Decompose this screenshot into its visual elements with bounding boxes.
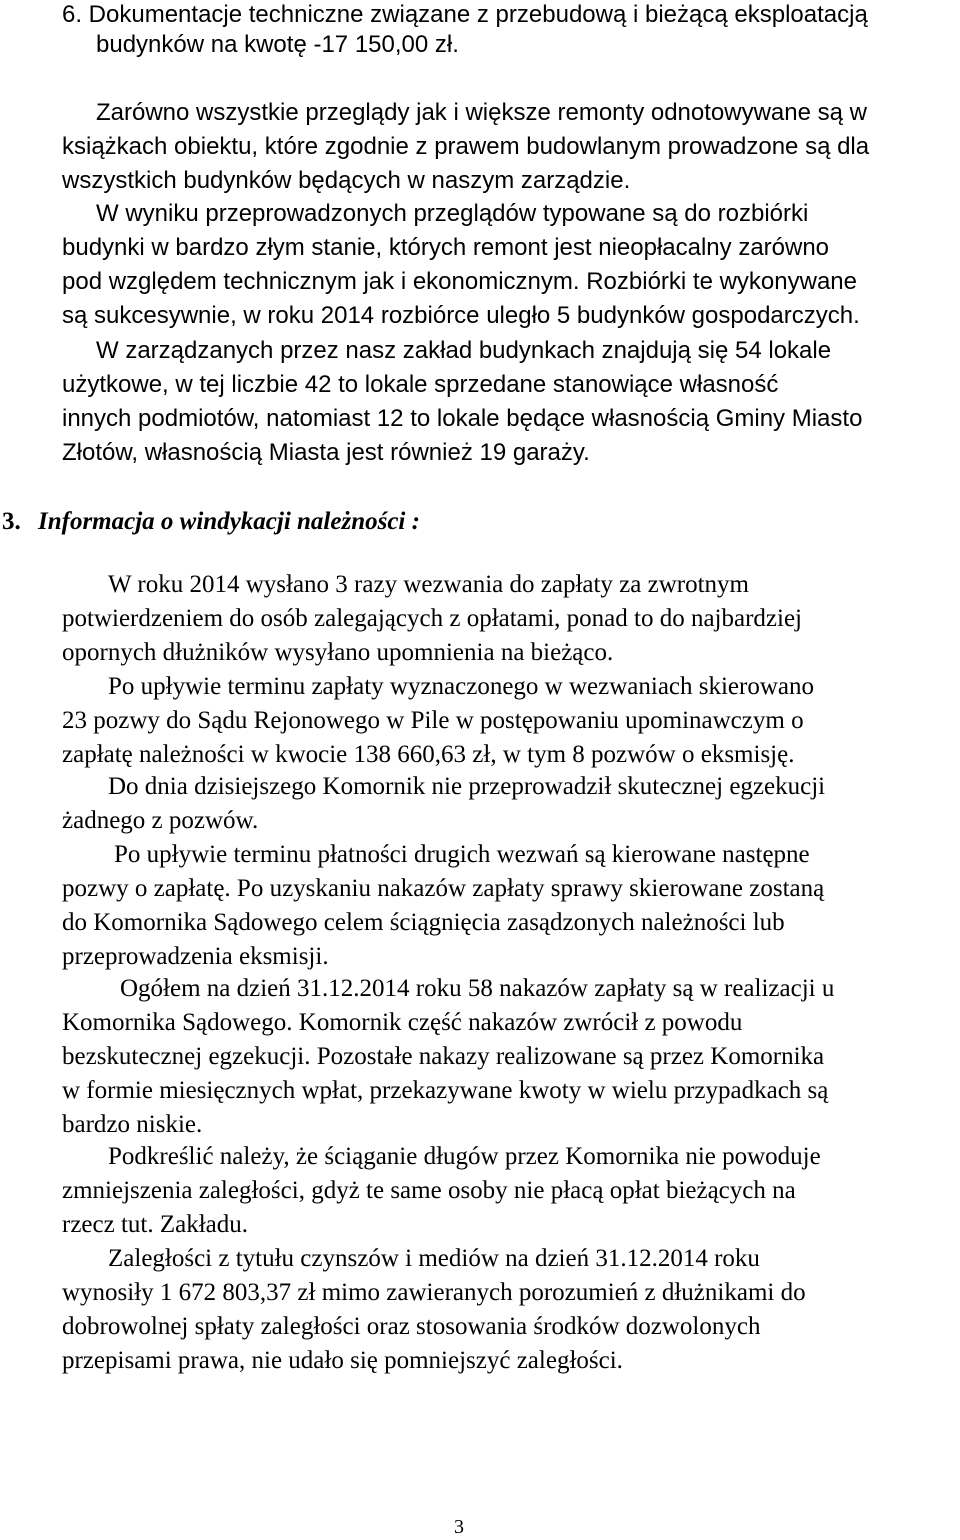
section-3-line: Po upływie terminu zapłaty wyznaczonego w wezwaniach skierowano: [108, 673, 815, 700]
section-3-line: pozwy o zapłatę. Po uzyskaniu nakazów zapłaty sprawy skierowane zostaną: [62, 875, 825, 902]
section-3-line: żadnego z pozwów.: [62, 807, 259, 834]
paragraph-1-line: budynki w bardzo złym stanie, których remont jest nieopłacalny zarówno: [62, 234, 830, 261]
section-3-number: 3.: [2, 508, 21, 535]
section-3-line: Podkreślić należy, że ściąganie długów przez Komornika nie powoduje: [108, 1143, 821, 1170]
section-3-line: bezskutecznej egzekucji. Pozostałe nakazy realizowane są przez Komornika: [62, 1043, 825, 1070]
paragraph-1-line: Złotów, własnością Miasta jest również 19 garaży.: [62, 439, 590, 466]
section-3-line: w formie miesięcznych wpłat, przekazywane kwoty w wielu przypadkach są: [62, 1077, 829, 1104]
section-3-line: Ogółem na dzień 31.12.2014 roku 58 nakazów zapłaty są w realizacji u: [120, 975, 835, 1002]
paragraph-1-line: użytkowe, w tej liczbie 42 to lokale sprzedane stanowiące własność: [62, 371, 779, 398]
paragraph-1-line: pod względem technicznym jak i ekonomicznym. Rozbiórki te wykonywane: [62, 268, 857, 295]
section-3-line: przeprowadzenia eksmisji.: [62, 943, 329, 970]
paragraph-1-line: książkach obiektu, które zgodnie z prawem budowlanym prowadzone są dla: [62, 133, 870, 160]
paragraph-1-line: W zarządzanych przez nasz zakład budynkach znajdują się 54 lokale: [96, 337, 832, 364]
paragraph-1-line: są sukcesywnie, w roku 2014 rozbiórce uległo 5 budynków gospodarczych.: [62, 302, 860, 329]
section-3-line: zmniejszenia zaległości, gdyż te same osoby nie płacą opłat bieżących na: [62, 1177, 796, 1204]
paragraph-1-line: W wyniku przeprowadzonych przeglądów typowane są do rozbiórki: [96, 200, 809, 227]
section-3-line: opornych dłużników wysyłano upomnienia na bieżąco.: [62, 639, 614, 666]
paragraph-1-line: Zarówno wszystkie przeglądy jak i większe remonty odnotowywane są w: [96, 99, 867, 126]
section-3-line: do Komornika Sądowego celem ściągnięcia zasądzonych należności lub: [62, 909, 785, 936]
section-3-line: potwierdzeniem do osób zalegających z opłatami, ponad to do najbardziej: [62, 605, 803, 632]
section-3-title: Informacja o windykacji należności :: [38, 508, 420, 535]
section-3-line: rzecz tut. Zakładu.: [62, 1211, 249, 1238]
section-3-line: 23 pozwy do Sądu Rejonowego w Pile w postępowaniu upominawczym o: [62, 707, 804, 734]
section-6-line-2: budynków na kwotę -17 150,00 zł.: [96, 31, 459, 58]
section-3-line: zapłatę należności w kwocie 138 660,63 zł, w tym 8 pozwów o eksmisję.: [62, 741, 795, 768]
section-6-line-1: 6. Dokumentacje techniczne związane z przebudową i bieżącą eksploatacją: [62, 1, 868, 28]
section-3-line: Do dnia dzisiejszego Komornik nie przeprowadził skutecznej egzekucji: [108, 773, 826, 800]
section-3-line: Zaległości z tytułu czynszów i mediów na dzień 31.12.2014 roku: [108, 1245, 760, 1272]
paragraph-1-line: innych podmiotów, natomiast 12 to lokale będące własnością Gminy Miasto: [62, 405, 863, 432]
page-number: 3: [454, 1516, 464, 1538]
section-3-line: wynosiły 1 672 803,37 zł mimo zawieranych porozumień z dłużnikami do: [62, 1279, 806, 1306]
section-3-line: bardzo niskie.: [62, 1111, 203, 1138]
section-3-line: W roku 2014 wysłano 3 razy wezwania do zapłaty za zwrotnym: [108, 571, 749, 598]
paragraph-1-line: wszystkich budynków będących w naszym zarządzie.: [62, 167, 631, 194]
section-3-line: dobrowolnej spłaty zaległości oraz stosowania środków dozwolonych: [62, 1313, 761, 1340]
section-3-line: przepisami prawa, nie udało się pomniejszyć zaległości.: [62, 1347, 623, 1374]
section-3-line: Komornika Sądowego. Komornik część nakazów zwrócił z powodu: [62, 1009, 743, 1036]
section-3-line: Po upływie terminu płatności drugich wezwań są kierowane następne: [114, 841, 810, 868]
